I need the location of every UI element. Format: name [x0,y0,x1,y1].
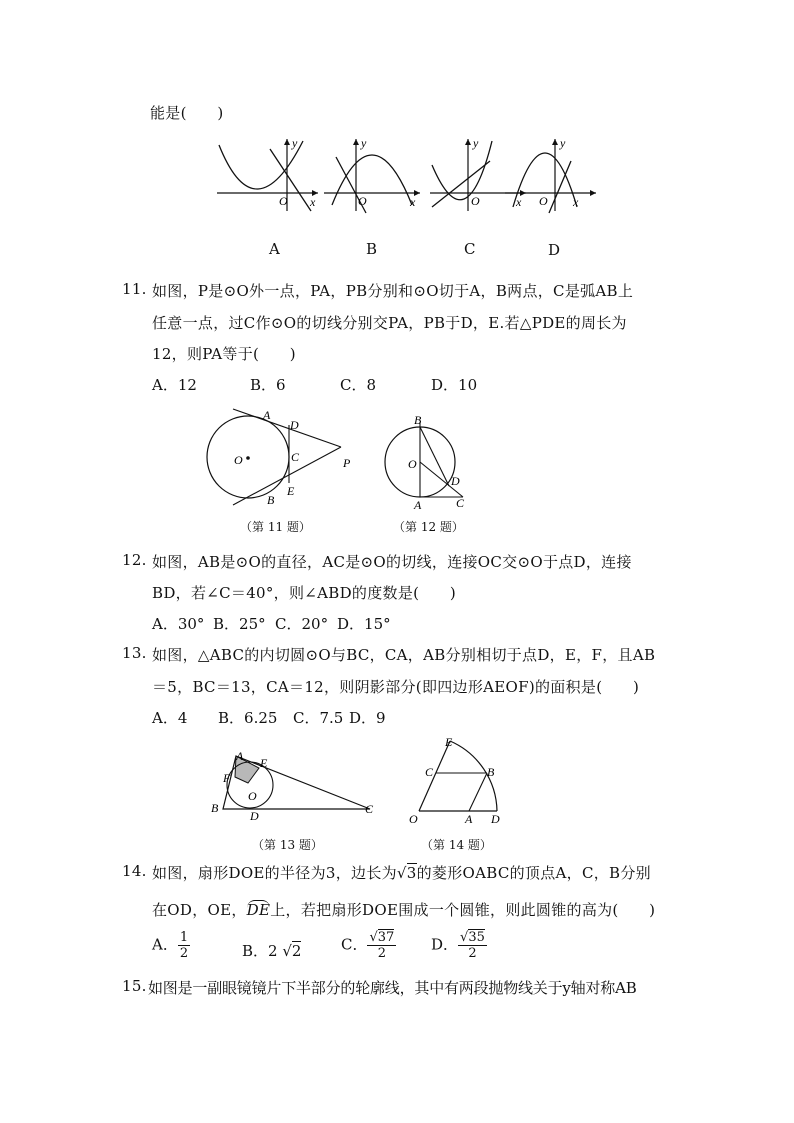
q14-opt-d-frac [458,930,487,961]
q13-option-c: C．7.5 [293,709,344,727]
q10-d-y: y [560,136,566,150]
q14-opt-d-rad: 35 [468,930,485,945]
q11-fig-b: B [267,493,275,507]
q14-arc-de: DE [246,901,271,919]
q12-fig-c: C [456,496,465,510]
q14-option-c [341,930,396,961]
q10-a-y: y [292,136,298,150]
q10-b-y: y [361,136,367,150]
q13-fig-b: B [211,801,219,815]
q14-number: 14. [122,862,147,880]
q13-line2: ＝5，BC＝13，CA＝12，则阴影部分(即四边形AEOF)的面积是( ) [152,678,640,696]
q14-opt-c-num: √37 [369,930,395,945]
q11-fig-a: A [263,408,271,422]
q13-fig-f: F [223,771,231,785]
q14-option-a [152,930,190,961]
q10-label-b: B [366,240,378,258]
q14-option-d [431,930,487,961]
q13-number: 13. [122,644,147,662]
q11-option-d: D．10 [431,376,478,394]
q10-c-x: x [516,195,522,209]
q14-opt-c-rad: 37 [377,930,395,945]
q11-fig-c: C [291,450,300,464]
q11-number: 11. [122,280,147,298]
q14-opt-b-sqrt: √ [282,942,292,960]
q13-fig-d: D [250,809,259,823]
q14-fig-b: B [487,765,495,779]
q11-line1: 如图，P是⊙O外一点，PA，PB分别和⊙O切于A，B两点，C是弧AB上 [152,282,634,300]
q14-fig-e: E [445,735,453,749]
q10-b-o: O [358,194,367,208]
q14-line1-c: 的菱形OABC的顶点A，C，B分别 [416,864,651,882]
q12-caption: （第 12 题） [393,520,464,534]
q14-opt-b-rad: 2 [291,942,302,960]
q10-label-d: D [548,241,561,259]
q14-line2-b: 上，若把扇形DOE围成一个圆锥，则此圆锥的高为( ) [270,901,656,919]
q10-label-a: A [269,240,280,258]
q12-option-a: A．30° [152,615,205,633]
q12-line2: BD，若∠C＝40°，则∠ABD的度数是( ) [152,584,457,602]
q12-line1: 如图，AB是⊙O的直径，AC是⊙O的切线，连接OC交⊙O于点D，连接 [152,553,632,571]
q11-option-a: A．12 [152,376,197,394]
q11-fig-p: P [343,456,351,470]
q14-line1-a: 如图，扇形DOE的半径为3，边长为 [152,864,397,882]
q11-option-c: C．8 [340,376,377,394]
q13-fig-a: A [236,749,244,763]
q10-label-c: C [464,240,476,258]
q14-opt-c-label: C． [341,935,368,954]
q14-fig-o: O [409,812,418,826]
q12-option-c: C．20° [275,615,329,633]
q10-a-x: x [310,195,316,209]
q12-fig-b: B [414,413,422,427]
q14-fig-a: A [465,812,473,826]
q13-fig-o: O [248,789,257,803]
q11-option-b: B．6 [250,376,286,394]
q12-option-b: B．25° [213,615,266,633]
q13-line1: 如图，△ABC的内切圆⊙O与BC，CA，AB分别相切于点D，E，F，且AB [152,646,656,664]
q12-number: 12. [122,551,147,569]
q11-fig-e: E [287,484,295,498]
q14-line2 [152,899,655,920]
q13-figure [205,745,385,823]
q14-sqrt-value: 3 [406,864,417,882]
q14-opt-c-frac [367,930,396,961]
q14-fig-d: D [491,812,500,826]
q14-figure [405,733,505,828]
q14-opt-a-label: A． [152,935,178,954]
q14-opt-d-den: 2 [468,946,477,961]
q14-opt-b-label: B．2 [242,942,278,960]
q11-line2: 任意一点，过C作⊙O的切线分别交PA，PB于D，E.若△PDE的周长为 [152,314,627,332]
q14-fig-c: C [425,765,434,779]
q11-figure [205,405,365,510]
q10-d-o: O [539,194,548,208]
q13-option-d: D．9 [349,709,386,727]
q10-tail: 能是( ) [150,104,224,122]
q15-line1: 如图是一副眼镜镜片下半部分的轮廓线，其中有两段抛物线关于y轴对称AB [148,979,637,997]
q14-option-b [242,940,301,961]
q14-opt-a-frac [178,930,190,961]
q14-opt-a-num: 1 [179,930,189,945]
q10-d-x: x [573,195,579,209]
q12-fig-o: O [408,457,417,471]
q12-fig-d: D [451,474,460,488]
q12-option-d: D．15° [337,615,391,633]
q14-line1 [152,862,651,883]
q14-opt-d-num: √35 [460,930,485,945]
q14-caption: （第 14 题） [421,838,492,852]
q12-figure [380,410,480,515]
q14-sqrt-sign: √ [396,864,407,882]
q13-caption: （第 13 题） [252,838,323,852]
q13-fig-e: E [260,756,268,770]
q14-line2-a: 在OD，OE， [152,901,247,919]
q12-fig-a: A [414,498,422,512]
q10-c-o: O [471,194,480,208]
q14-opt-d-label: D． [431,935,459,954]
q10-graph-b [322,135,422,215]
q11-fig-o: O [234,453,243,467]
q10-graph-a [215,135,320,215]
q11-line3: 12，则PA等于( ) [152,345,296,363]
q10-b-x: x [410,195,416,209]
q15-number: 15. [122,977,147,995]
q14-opt-a-den: 2 [179,946,189,961]
q11-caption: （第 11 题） [240,520,311,534]
q10-graph-d [503,135,598,215]
q10-a-o: O [279,194,288,208]
q11-fig-d: D [290,418,299,432]
q10-c-y: y [473,136,479,150]
q14-opt-c-den: 2 [377,946,387,961]
q13-option-b: B．6.25 [218,709,278,727]
q13-option-a: A．4 [152,709,188,727]
q13-fig-c: C [365,802,374,816]
